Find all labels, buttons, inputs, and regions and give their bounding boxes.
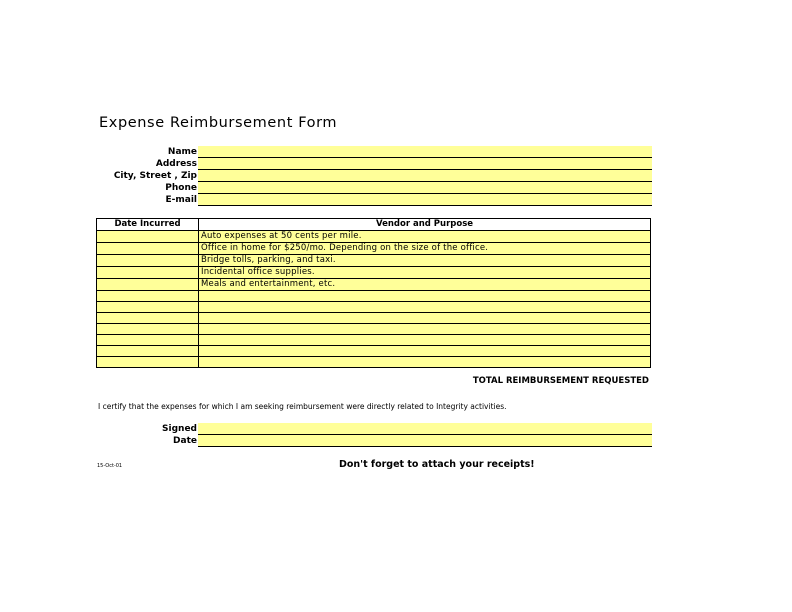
vendor-cell[interactable]	[199, 357, 651, 368]
signed-field[interactable]	[198, 423, 652, 435]
vendor-cell[interactable]: Bridge tolls, parking, and taxi.	[199, 255, 651, 267]
date-cell[interactable]	[97, 267, 199, 279]
table-row	[97, 313, 651, 324]
table-row	[97, 267, 651, 279]
date-cell[interactable]	[97, 357, 199, 368]
signed-row	[96, 423, 652, 435]
signed-label: Signed	[162, 424, 197, 434]
phone-label: Phone	[165, 183, 197, 193]
phone-field[interactable]	[198, 182, 652, 194]
footer-date-stamp: 15-Oct-01	[97, 463, 123, 469]
name-row	[96, 146, 652, 158]
table-row	[97, 231, 651, 243]
vendor-cell[interactable]	[199, 346, 651, 357]
vendor-cell[interactable]	[199, 313, 651, 324]
name-label: Name	[167, 147, 197, 157]
date-cell[interactable]	[97, 346, 199, 357]
phone-row	[96, 182, 652, 194]
total-reimbursement-label: TOTAL REIMBURSEMENT REQUESTED	[472, 376, 649, 386]
date-cell[interactable]	[97, 291, 199, 302]
table-row	[97, 324, 651, 335]
expense-table	[96, 218, 651, 368]
date-cell[interactable]	[97, 231, 199, 243]
contact-info-section	[96, 146, 652, 206]
vendor-cell[interactable]	[199, 324, 651, 335]
vendor-cell[interactable]	[199, 302, 651, 313]
attach-receipts-note: Don't forget to attach your receipts!	[339, 459, 535, 470]
address-row	[96, 158, 652, 170]
certification-statement: I certify that the expenses for which I am seeking reimbursement were directly related to Integrity activities.	[98, 402, 507, 411]
vendor-cell[interactable]: Meals and entertainment, etc.	[199, 279, 651, 291]
date-label: Date	[173, 436, 197, 446]
address-field[interactable]	[198, 158, 652, 170]
name-field[interactable]	[198, 146, 652, 158]
address-label: Address	[155, 159, 197, 169]
city-street-zip-field[interactable]	[198, 170, 652, 182]
table-row	[97, 302, 651, 313]
vendor-cell[interactable]	[199, 335, 651, 346]
table-row	[97, 346, 651, 357]
date-cell[interactable]	[97, 279, 199, 291]
city-street-zip-row	[96, 170, 652, 182]
date-cell[interactable]	[97, 255, 199, 267]
date-row	[96, 435, 652, 447]
date-cell[interactable]	[97, 335, 199, 346]
header-vendor-purpose: Vendor and Purpose	[199, 219, 651, 231]
vendor-cell[interactable]	[199, 291, 651, 302]
city-street-zip-label: City, Street , Zip	[113, 171, 197, 181]
date-cell[interactable]	[97, 313, 199, 324]
form-title: Expense Reimbursement Form	[99, 115, 338, 131]
vendor-cell[interactable]: Incidental office supplies.	[199, 267, 651, 279]
email-label: E-mail	[165, 195, 197, 205]
date-field[interactable]	[198, 435, 652, 447]
table-row	[97, 255, 651, 267]
email-row	[96, 194, 652, 206]
table-header-row	[97, 219, 651, 231]
vendor-cell[interactable]: Office in home for $250/mo. Depending on the size of the office.	[199, 243, 651, 255]
signature-section	[96, 423, 652, 447]
table-row	[97, 357, 651, 368]
table-row	[97, 279, 651, 291]
date-cell[interactable]	[97, 324, 199, 335]
date-cell[interactable]	[97, 302, 199, 313]
table-row	[97, 243, 651, 255]
email-field[interactable]	[198, 194, 652, 206]
date-cell[interactable]	[97, 243, 199, 255]
table-row	[97, 291, 651, 302]
header-date-incurred: Date Incurred	[97, 219, 199, 231]
vendor-cell[interactable]: Auto expenses at 50 cents per mile.	[199, 231, 651, 243]
table-row	[97, 335, 651, 346]
